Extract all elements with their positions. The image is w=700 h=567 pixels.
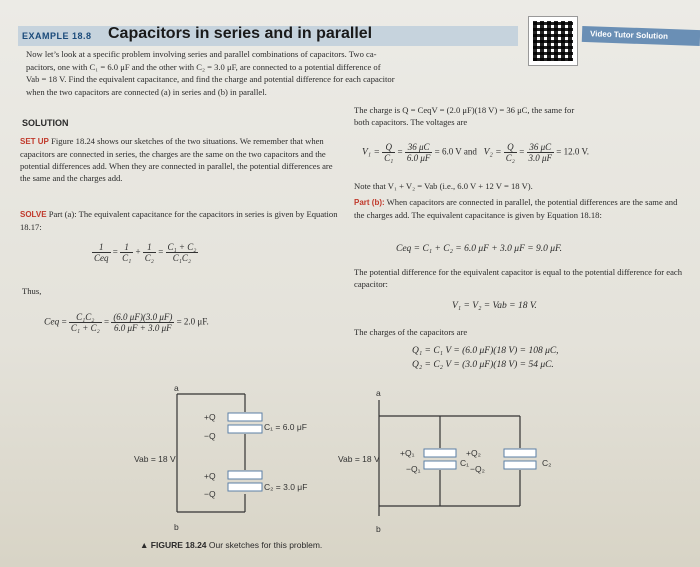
series-c2-plates <box>228 471 262 491</box>
note-line: Note that V₁ + V₂ = Vab (i.e., 6.0 V + 12 V = 18 V). <box>354 181 533 191</box>
series-plus-q1: +Q <box>204 412 216 422</box>
partb-text: When capacitors are connected in parallel, the potential differences are the same and the charges add. The equivalent capacitance is given by Equation 18.18: <box>354 197 678 220</box>
parallel-terminal-b: b <box>376 524 381 534</box>
parallel-c2-label: C₂ <box>542 458 552 468</box>
series-plus-q2: +Q <box>204 471 216 481</box>
eq2-lhs: Ceq <box>44 317 60 328</box>
figure-caption <box>140 540 322 550</box>
eq2-frac2: $\frac{(6.0 \mu F)(3.0 \mu F)}{6.0 \mu F + 3.0 \mu F}$ <box>113 312 173 333</box>
solve-keyword: SOLVE <box>20 210 47 219</box>
series-minus-q1: −Q <box>204 431 216 441</box>
series-circuit-diagram <box>134 382 340 532</box>
series-terminal-b: b <box>174 522 179 532</box>
series-minus-q2: −Q <box>204 489 216 499</box>
setup-keyword: SET UP <box>20 137 49 146</box>
example-title: Capacitors in series and in parallel <box>108 25 373 42</box>
series-c2-label: C₂ = 3.0 μF <box>264 482 308 492</box>
intro-line: Vab = 18 V. Find the equivalent capacitance, and find the charge and potential difference for each capacitor <box>26 74 395 84</box>
q2-line: Q₂ = C₂ V = (3.0 μF)(18 V) = 54 μC. <box>412 360 554 370</box>
ceq-parallel: Ceq = C₁ + C₂ = 6.0 μF + 3.0 μF = 9.0 μF. <box>396 244 562 254</box>
ceq-series-equation: Ceq = $\frac{\text{C₁C₂}}{\text{C₁ + C₂}}$ = $\frac{(6.0 \mu F)(3.0 \mu F)}{6.0 \mu F + 3.0 \mu F}$ = 2.0 μF. <box>44 312 209 333</box>
solve-paragraph <box>20 208 340 233</box>
solve-text: Part (a): The equivalent capacitance for the capacitors in series is given by Equation 18.17: <box>20 209 338 232</box>
intro-line: pacitors, one with C₁ = 6.0 μF and the other with C₂ = 3.0 μF, are connected to a potential difference of <box>26 61 381 72</box>
q1-line: Q₁ = C₁ V = (6.0 μF)(18 V) = 108 μC, <box>412 346 559 356</box>
parallel-c2-plates <box>504 449 536 469</box>
setup-text: Figure 18.24 shows our sketches of the two situations. We remember that when capacitors are connected in series, the charges are the same on the two capacitors and the potential differences add. When they are connected in parallel, the potential differences are the same and the charges add. <box>20 136 333 183</box>
thus-label: Thus, <box>22 286 42 296</box>
parallel-vab: Vab = 18 V <box>338 454 380 464</box>
problem-statement <box>26 48 516 98</box>
parallel-minus-q2: −Q₂ <box>470 464 485 474</box>
qr-code-icon[interactable] <box>528 16 578 66</box>
eq1-lhs: $\frac{1}{\text{Ceq}}$ <box>94 242 109 263</box>
eq2-frac1: $\frac{\text{C₁C₂}}{\text{C₁ + C₂}}$ <box>70 312 100 333</box>
series-terminal-a: a <box>174 383 179 393</box>
series-vab: Vab = 18 V <box>134 454 176 464</box>
pd-paragraph: The potential difference for the equivalent capacitor is equal to the potential difference for each capacitor: <box>354 267 683 289</box>
series-equation: $\frac{1}{\text{Ceq}}$ = $\frac{1}{\text{C₁}}$ + $\frac{1}{\text{C₂}}$ = $\frac{\text{C₁ + C₂}}{\text{C₁C₂}}$ <box>94 242 197 263</box>
series-c1-plates <box>228 413 262 433</box>
eq1-term2: $\frac{1}{\text{C₂}}$ <box>144 242 154 263</box>
intro-line: when the two capacitors are connected (a) in series and (b) in parallel. <box>26 86 267 97</box>
intro-line: Now let’s look at a specific problem involving series and parallel combinations of capacitors. Two ca- <box>26 49 377 59</box>
parallel-plus-q2: +Q₂ <box>466 448 481 458</box>
charge-line-2: both capacitors. The voltages are <box>354 117 468 127</box>
series-c1-label: C₁ = 6.0 μF <box>264 422 307 432</box>
solution-heading: SOLUTION <box>22 118 69 128</box>
parallel-minus-q1: −Q₁ <box>406 464 421 474</box>
parallel-plus-q1: +Q₁ <box>400 448 415 458</box>
example-label: EXAMPLE 18.8 <box>22 31 92 41</box>
parallel-terminal-a: a <box>376 388 381 398</box>
v-equal-line: V₁ = V₂ = Vab = 18 V. <box>452 301 537 311</box>
partb-paragraph <box>354 196 684 221</box>
charges-intro: The charges of the capacitors are <box>354 327 468 337</box>
eq2-result: = 2.0 μF. <box>176 316 209 327</box>
setup-paragraph <box>20 135 340 184</box>
parallel-c1-label: C₁ <box>460 458 470 468</box>
parallel-c1-plates <box>424 449 456 469</box>
video-tutor-tab[interactable]: Video Tutor Solution <box>582 26 700 46</box>
eq1-term1: $\frac{1}{\text{C₁}}$ <box>122 242 132 263</box>
voltage-equations: V₁ = $\frac{Q}{\text{C₁}}$ = $\frac{36 \mu C}{6.0 \mu F}$ = 6.0 V and V₂ = $\frac{Q}{\text{C₂}}$ = $\frac{36 \mu C}{3.0 \mu F}$ = 12.0 V. <box>362 142 590 163</box>
figure-caption-label: ▲ FIGURE 18.24 <box>140 540 207 550</box>
charge-paragraph <box>354 104 684 128</box>
parallel-circuit-diagram <box>340 388 580 533</box>
charge-line: The charge is Q = CeqV = (2.0 μF)(18 V) = 36 μC, the same for <box>354 105 575 115</box>
eq1-rhs: $\frac{\text{C₁ + C₂}}{\text{C₁C₂}}$ <box>167 242 197 263</box>
partb-keyword: Part (b): <box>354 198 385 207</box>
figure-caption-text: Our sketches for this problem. <box>206 540 323 550</box>
